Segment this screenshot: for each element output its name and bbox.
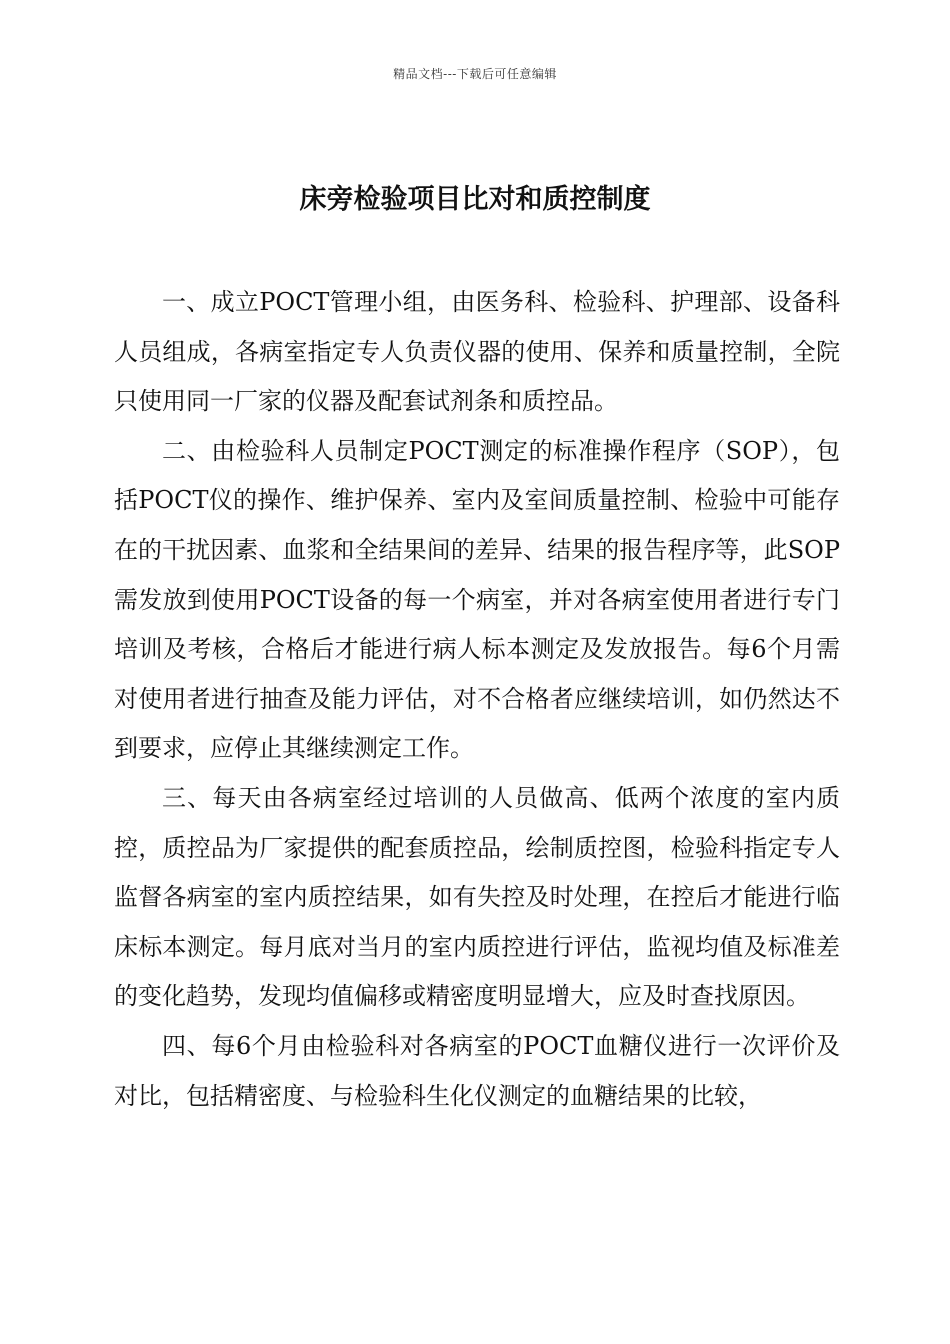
paragraph-1: 一、成立POCT管理小组，由医务科、检验科、护理部、设备科人员组成，各病室指定专人负责仪器的使用、保养和质量控制，全院只使用同一厂家的仪器及配套试剂条和质控品。 xyxy=(114,288,840,416)
paragraph-2: 二、由检验科人员制定POCT测定的标准操作程序（SOP），包括POCT仪的操作、维护保养、室内及室间质量控制、检验中可能存在的干扰因素、血浆和全结果间的差异、结果的报告程序等，此SOP需发放到使用POCT设备的每一个病室，并对各病室使用者进行专门培训及考核，合格后才能进行病人标本测定及发放报告。每6个月需对使用者进行抽查及能力评估，对不合格者应继续培训，如仍然达不到要求，应停止其继续测定工作。 xyxy=(114,436,840,763)
document-body xyxy=(114,278,840,1121)
page-header: 精品文档---下载后可任意编辑 xyxy=(393,67,557,81)
paragraph-3: 三、每天由各病室经过培训的人员做高、低两个浓度的室内质控，质控品为厂家提供的配套质控品，绘制质控图，检验科指定专人监督各病室的室内质控结果，如有失控及时处理，在控后才能进行临床标本测定。每月底对当月的室内质控进行评估，监视均值及标准差的变化趋势，发现均值偏移或精密度明显增大，应及时查找原因。 xyxy=(114,783,840,1011)
paragraph-4: 四、每6个月由检验科对各病室的POCT血糖仪进行一次评价及对比，包括精密度、与检验科生化仪测定的血糖结果的比较， xyxy=(114,1031,840,1110)
document-title: 床旁检验项目比对和质控制度 xyxy=(299,184,651,215)
